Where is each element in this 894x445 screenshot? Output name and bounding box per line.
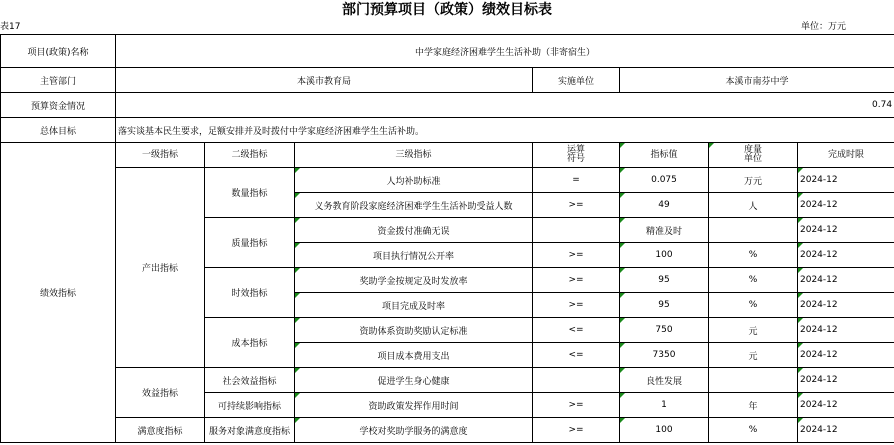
perf-label: 绩效指标 [1,143,116,443]
deadline-cell: 2024-12 [798,368,894,393]
level3-cell: 奖助学金按规定及时发放率 [295,268,533,293]
level1-cell: 产出指标 [116,168,205,368]
deadline-cell: 2024-12 [798,218,894,243]
level3-cell: 学校对奖助学服务的满意度 [295,418,533,443]
operator-cell: >= [533,293,620,318]
operator-cell: >= [533,393,620,418]
table-meta [0,20,894,34]
deadline-cell: 2024-12 [798,268,894,293]
value-cell: 100 [620,243,709,268]
operator-cell: <= [533,318,620,343]
level3-cell: 人均补助标准 [295,168,533,193]
unit-cell [709,218,798,243]
budget-label: 预算资金情况 [1,93,116,118]
level2-cell: 成本指标 [205,318,295,368]
level2-cell: 质量指标 [205,218,295,268]
value-cell: 95 [620,268,709,293]
unit-cell: 元 [709,343,798,368]
deadline-cell: 2024-12 [798,318,894,343]
value-cell: 95 [620,293,709,318]
table-row [1,168,894,193]
operator-cell: >= [533,193,620,218]
col-header-level3: 三级指标 [295,143,533,168]
operator-cell: >= [533,418,620,443]
value-cell: 0.075 [620,168,709,193]
level2-cell: 时效指标 [205,268,295,318]
level2-cell: 服务对象满意度指标 [205,418,295,443]
value-cell: 49 [620,193,709,218]
goal-value: 落实谈基本民生要求，足额安排并及时拨付中学家庭经济困难学生生活补助。 [116,118,894,143]
col-header-value: 指标值 [620,143,709,168]
unit-cell: % [709,268,798,293]
deadline-cell: 2024-12 [798,193,894,218]
level3-cell: 项目执行情况公开率 [295,243,533,268]
budget-row [1,93,894,118]
level2-cell: 数量指标 [205,168,295,218]
project-name-row [1,35,894,68]
level2-cell: 社会效益指标 [205,368,295,393]
unit-cell: 元 [709,318,798,343]
value-cell: 精准及时 [620,218,709,243]
deadline-cell: 2024-12 [798,243,894,268]
operator-cell: = [533,168,620,193]
table-row [1,368,894,393]
operator-cell: <= [533,343,620,368]
unit-cell: 年 [709,393,798,418]
col-header-level1: 一级指标 [116,143,205,168]
unit-cell: % [709,243,798,268]
col-header-deadline: 完成时限 [798,143,894,168]
page-title: 部门预算项目（政策）绩效目标表 [342,2,552,18]
impl-value: 本溪市南芬中学 [620,68,894,93]
level3-cell: 资助体系资助奖励认定标准 [295,318,533,343]
unit-cell: 万元 [709,168,798,193]
goal-label: 总体目标 [1,118,116,143]
value-cell: 7350 [620,343,709,368]
unit-cell: % [709,293,798,318]
level2-cell: 可持续影响指标 [205,393,295,418]
table-row [1,418,894,443]
value-cell: 750 [620,318,709,343]
operator-cell: >= [533,268,620,293]
project-name-label: 项目(政策)名称 [1,35,116,68]
dept-label: 主管部门 [1,68,116,93]
department-row [1,68,894,93]
unit-cell: 人 [709,193,798,218]
operator-cell [533,218,620,243]
deadline-cell: 2024-12 [798,293,894,318]
level1-cell: 满意度指标 [116,418,205,443]
level3-cell: 促进学生身心健康 [295,368,533,393]
table-number: 表17 [0,22,21,32]
value-cell: 100 [620,418,709,443]
perf-header-row [1,143,894,168]
unit-label: 单位：万元 [800,22,846,32]
unit-cell: % [709,418,798,443]
deadline-cell: 2024-12 [798,418,894,443]
impl-label: 实施单位 [533,68,620,93]
level3-cell: 资金拨付准确无误 [295,218,533,243]
deadline-cell: 2024-12 [798,343,894,368]
operator-cell [533,368,620,393]
level1-cell: 效益指标 [116,368,205,418]
col-header-op: 运算 符号 [533,143,620,168]
col-header-unit: 度量 单位 [709,143,798,168]
project-name-value: 中学家庭经济困难学生生活补助（非寄宿生） [116,35,894,68]
level3-cell: 义务教育阶段家庭经济困难学生生活补助受益人数 [295,193,533,218]
level3-cell: 资助政策发挥作用时间 [295,393,533,418]
goal-row [1,118,894,143]
operator-cell: >= [533,243,620,268]
budget-value: 0.74 [116,93,894,118]
unit-cell [709,368,798,393]
col-header-level2: 二级指标 [205,143,295,168]
level3-cell: 项目成本费用支出 [295,343,533,368]
value-cell: 1 [620,393,709,418]
performance-table [0,34,894,443]
value-cell: 良性发展 [620,368,709,393]
level3-cell: 项目完成及时率 [295,293,533,318]
deadline-cell: 2024-12 [798,168,894,193]
dept-value: 本溪市教育局 [116,68,533,93]
deadline-cell: 2024-12 [798,393,894,418]
